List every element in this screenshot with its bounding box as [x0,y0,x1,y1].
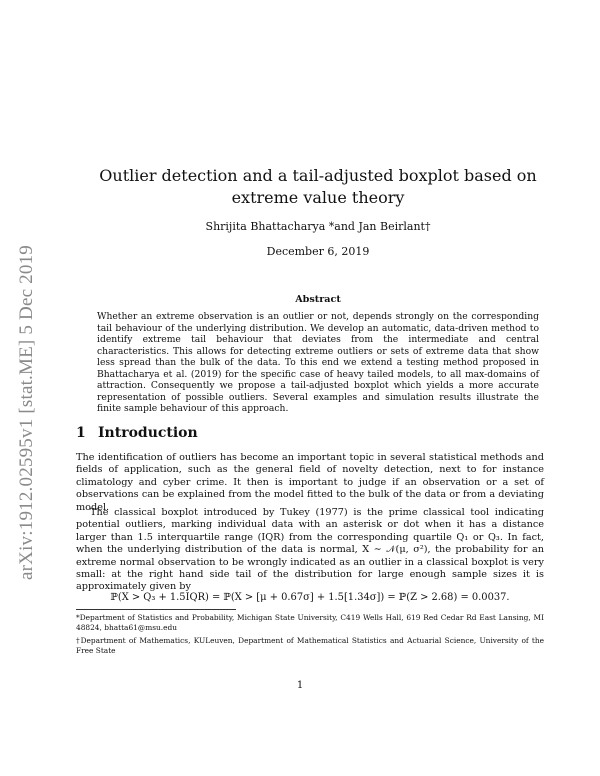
section-number: 1 [76,425,86,441]
equation: ℙ(X > Q₃ + 1.5IQR) = ℙ(X > [μ + 0.67σ] + 1.5[1.34σ]) = ℙ(Z > 2.68) = 0.0037. [110,592,510,603]
date: December 6, 2019 [266,245,370,258]
abstract-text: Whether an extreme observation is an outlier or not, depends strongly on the corresponding tail behaviour of the underlying distribution. We develop an automatic, data-driven method to identify extreme tail behaviour that deviates from the intermediate and central characteristics. This allows for detecting extreme outliers or sets of extreme data that show less spread than the bulk of the data. To this end we extend a testing method proposed in Bhattacharya et al. (2019) for the specific case of heavy tailed models, to all max-domains of attraction. Consequently we propose a tail-adjusted boxplot which yields a more accurate representation of possible outliers. Several examples and simulation results illustrate the finite sample behaviour of this approach. [97,311,539,414]
paragraph-1: The identification of outliers has become an important topic in several statistical methods and fields of application, such as the general field of novelty detection, next to for instance climatology and cyber crime. It then is important to judge if an observation or a set of observations can be explained from the model fitted to the bulk of the data or from a deviating model. [76,452,544,513]
footnote-rule [76,609,236,610]
footnote-2: †Department of Mathematics, KULeuven, Department of Mathematical Statistics and Actuarial Science, University of the Free State [76,636,544,655]
abstract-heading: Abstract [295,294,341,305]
authors: Shrijita Bhattacharya *and Jan Beirlant† [205,220,431,233]
title-line-1: Outlier detection and a tail-adjusted boxplot based on [99,166,537,185]
paper-title [90,165,546,209]
page-number: 1 [296,680,304,691]
title-line-2: extreme value theory [231,188,405,207]
section-title: Introduction [98,425,198,441]
footnote-1: *Department of Statistics and Probability, Michigan State University, C419 Wells Hall, 619 Red Cedar Rd East Lansing, MI 48824, bhatta61@msu.edu [76,613,544,632]
arxiv-stamp: arXiv:1912.02595v1 [stat.ME] 5 Dec 2019 [16,245,37,580]
section-heading [76,425,198,441]
paragraph-2: The classical boxplot introduced by Tukey (1977) is the prime classical tool indicating potential outliers, marking individual data with an asterisk or dot when it has a distance larger than 1.5 interquartile range (IQR) from the corresponding quartile Q₁ or Q₃. In fact, when the underlying distribution of the data is normal, X ∼ 𝒩(μ, σ²), the probability for an extreme normal observation to be wrongly indicated as an outlier in a classical boxplot is very small: at the right hand side tail of the distribution for large enough sample sizes it is approximately given by [76,507,544,593]
